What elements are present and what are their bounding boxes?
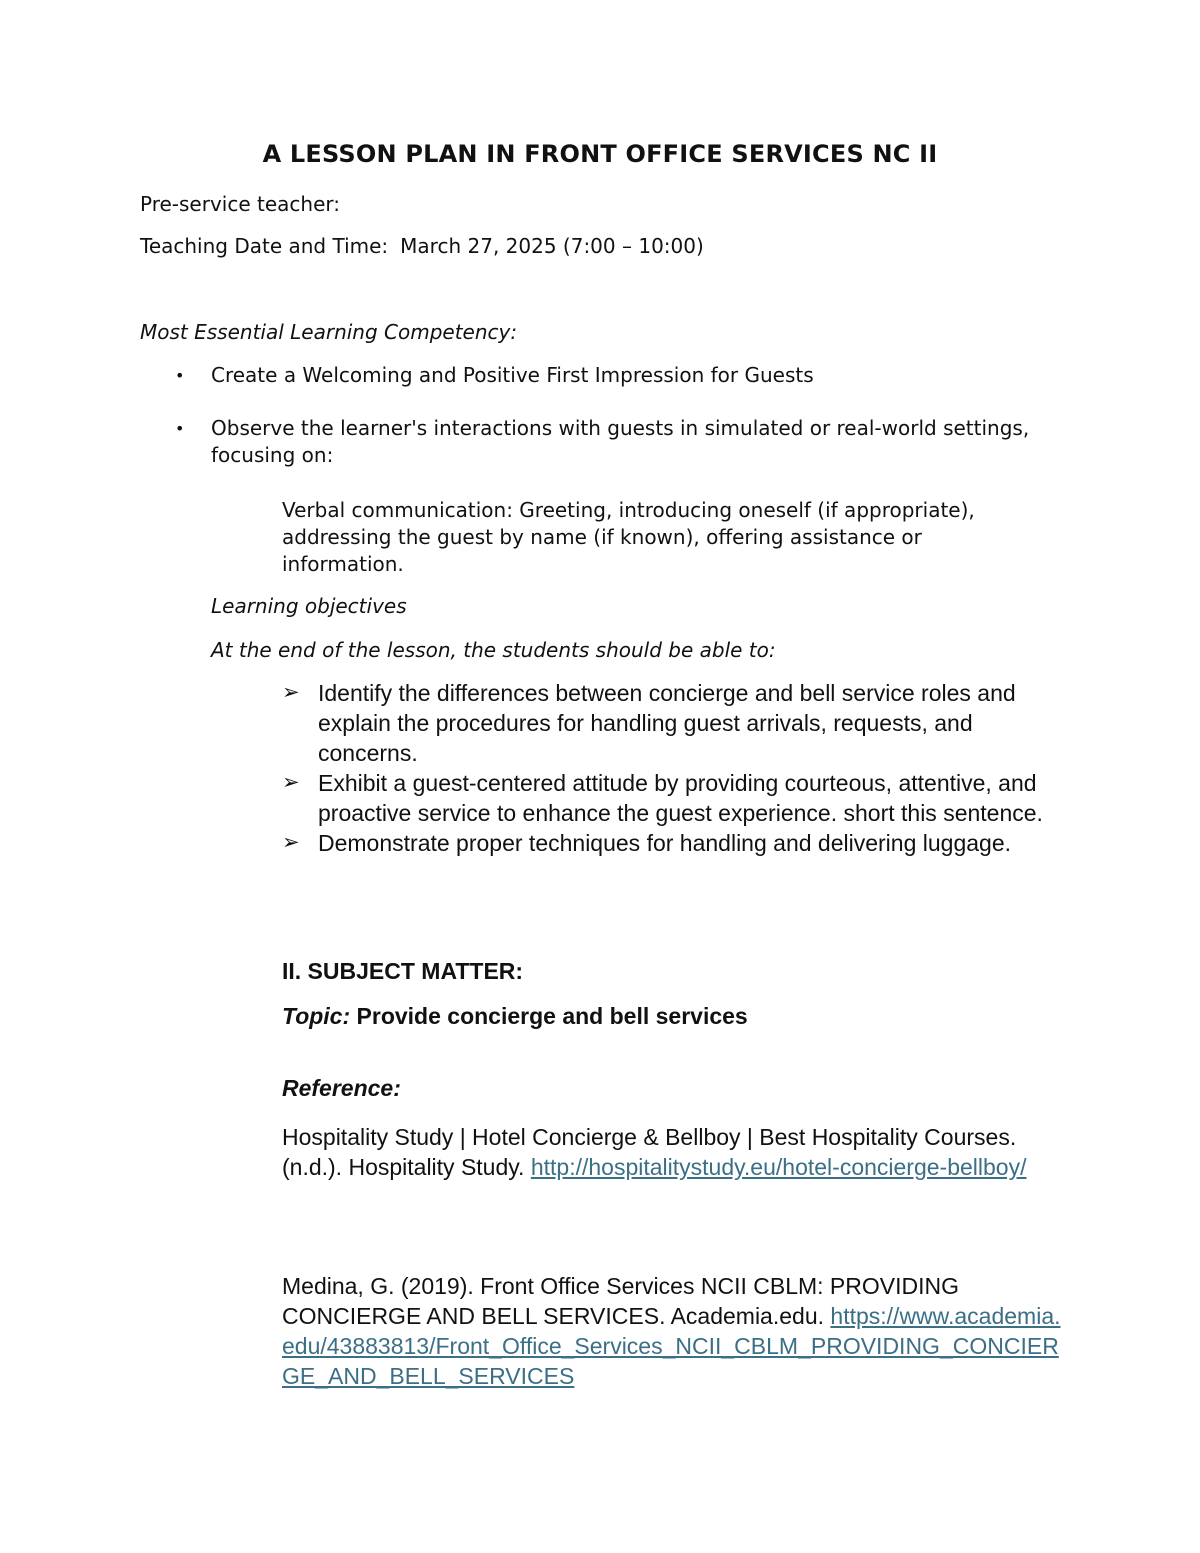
list-item <box>282 678 1062 768</box>
objectives-list <box>282 678 1062 858</box>
teaching-date-value: March 27, 2025 (7:00 – 10:00) <box>400 234 704 258</box>
topic-label: Topic: <box>282 1003 351 1029</box>
document-title: A LESSON PLAN IN FRONT OFFICE SERVICES NC II <box>262 140 938 168</box>
reference-2-link[interactable]: https://www.academia.edu/43883813/Front_Office_Services_NCII_CBLM_PROVIDING_CONCIERGE_AND_BELL_SERVICES <box>282 1303 1061 1389</box>
reference-1-text: Hospitality Study | Hotel Concierge & Bellboy | Best Hospitality Courses. (n.d.). Hospitality Study. <box>282 1124 1017 1180</box>
arrowhead-icon: ➢ <box>282 681 300 704</box>
reference-2-text: Medina, G. (2019). Front Office Services NCII CBLM: PROVIDING CONCIERGE AND BELL SERVICES. Academia.edu. <box>282 1273 959 1329</box>
topic-value: Provide concierge and bell services <box>356 1003 748 1029</box>
list-item <box>282 828 1062 858</box>
melc-bullet-1: Create a Welcoming and Positive First Impression for Guests <box>211 363 814 387</box>
reference-2 <box>282 1271 1072 1391</box>
reference-1-link[interactable]: http://hospitalitystudy.eu/hotel-concierge-bellboy/ <box>530 1154 1027 1180</box>
reference-1 <box>282 1122 1072 1182</box>
reference-heading: Reference: <box>282 1075 401 1101</box>
melc-heading: Most Essential Learning Competency: <box>140 320 518 344</box>
subject-matter-heading: II. SUBJECT MATTER: <box>282 958 524 984</box>
objective-text: Exhibit a guest-centered attitude by providing courteous, attentive, and proactive service to enhance the guest experience. short this sentence. <box>318 770 1043 826</box>
verbal-communication-text: Verbal communication: Greeting, introducing oneself (if appropriate), addressing the guest by name (if known), offering assistance or information. <box>282 498 975 576</box>
bullet-dot-icon: • <box>175 366 185 385</box>
topic-row <box>282 1003 748 1030</box>
teaching-date-row <box>140 233 704 260</box>
preservice-teacher-label: Pre-service teacher: <box>140 192 340 216</box>
bullet-dot-icon: • <box>175 419 185 438</box>
arrowhead-icon: ➢ <box>282 831 300 854</box>
melc-bullet-2: Observe the learner's interactions with guests in simulated or real-world settings, focusing on: <box>211 416 1030 467</box>
objective-text: Identify the differences between concierge and bell service roles and explain the procedures for handling guest arrivals, requests, and concerns. <box>318 680 1016 766</box>
objective-text: Demonstrate proper techniques for handling and delivering luggage. <box>318 830 1012 856</box>
objectives-intro: At the end of the lesson, the students should be able to: <box>211 638 776 662</box>
learning-objectives-heading: Learning objectives <box>211 594 407 618</box>
teaching-date-label: Teaching Date and Time: <box>140 234 389 258</box>
list-item <box>282 768 1062 828</box>
arrowhead-icon: ➢ <box>282 771 300 794</box>
